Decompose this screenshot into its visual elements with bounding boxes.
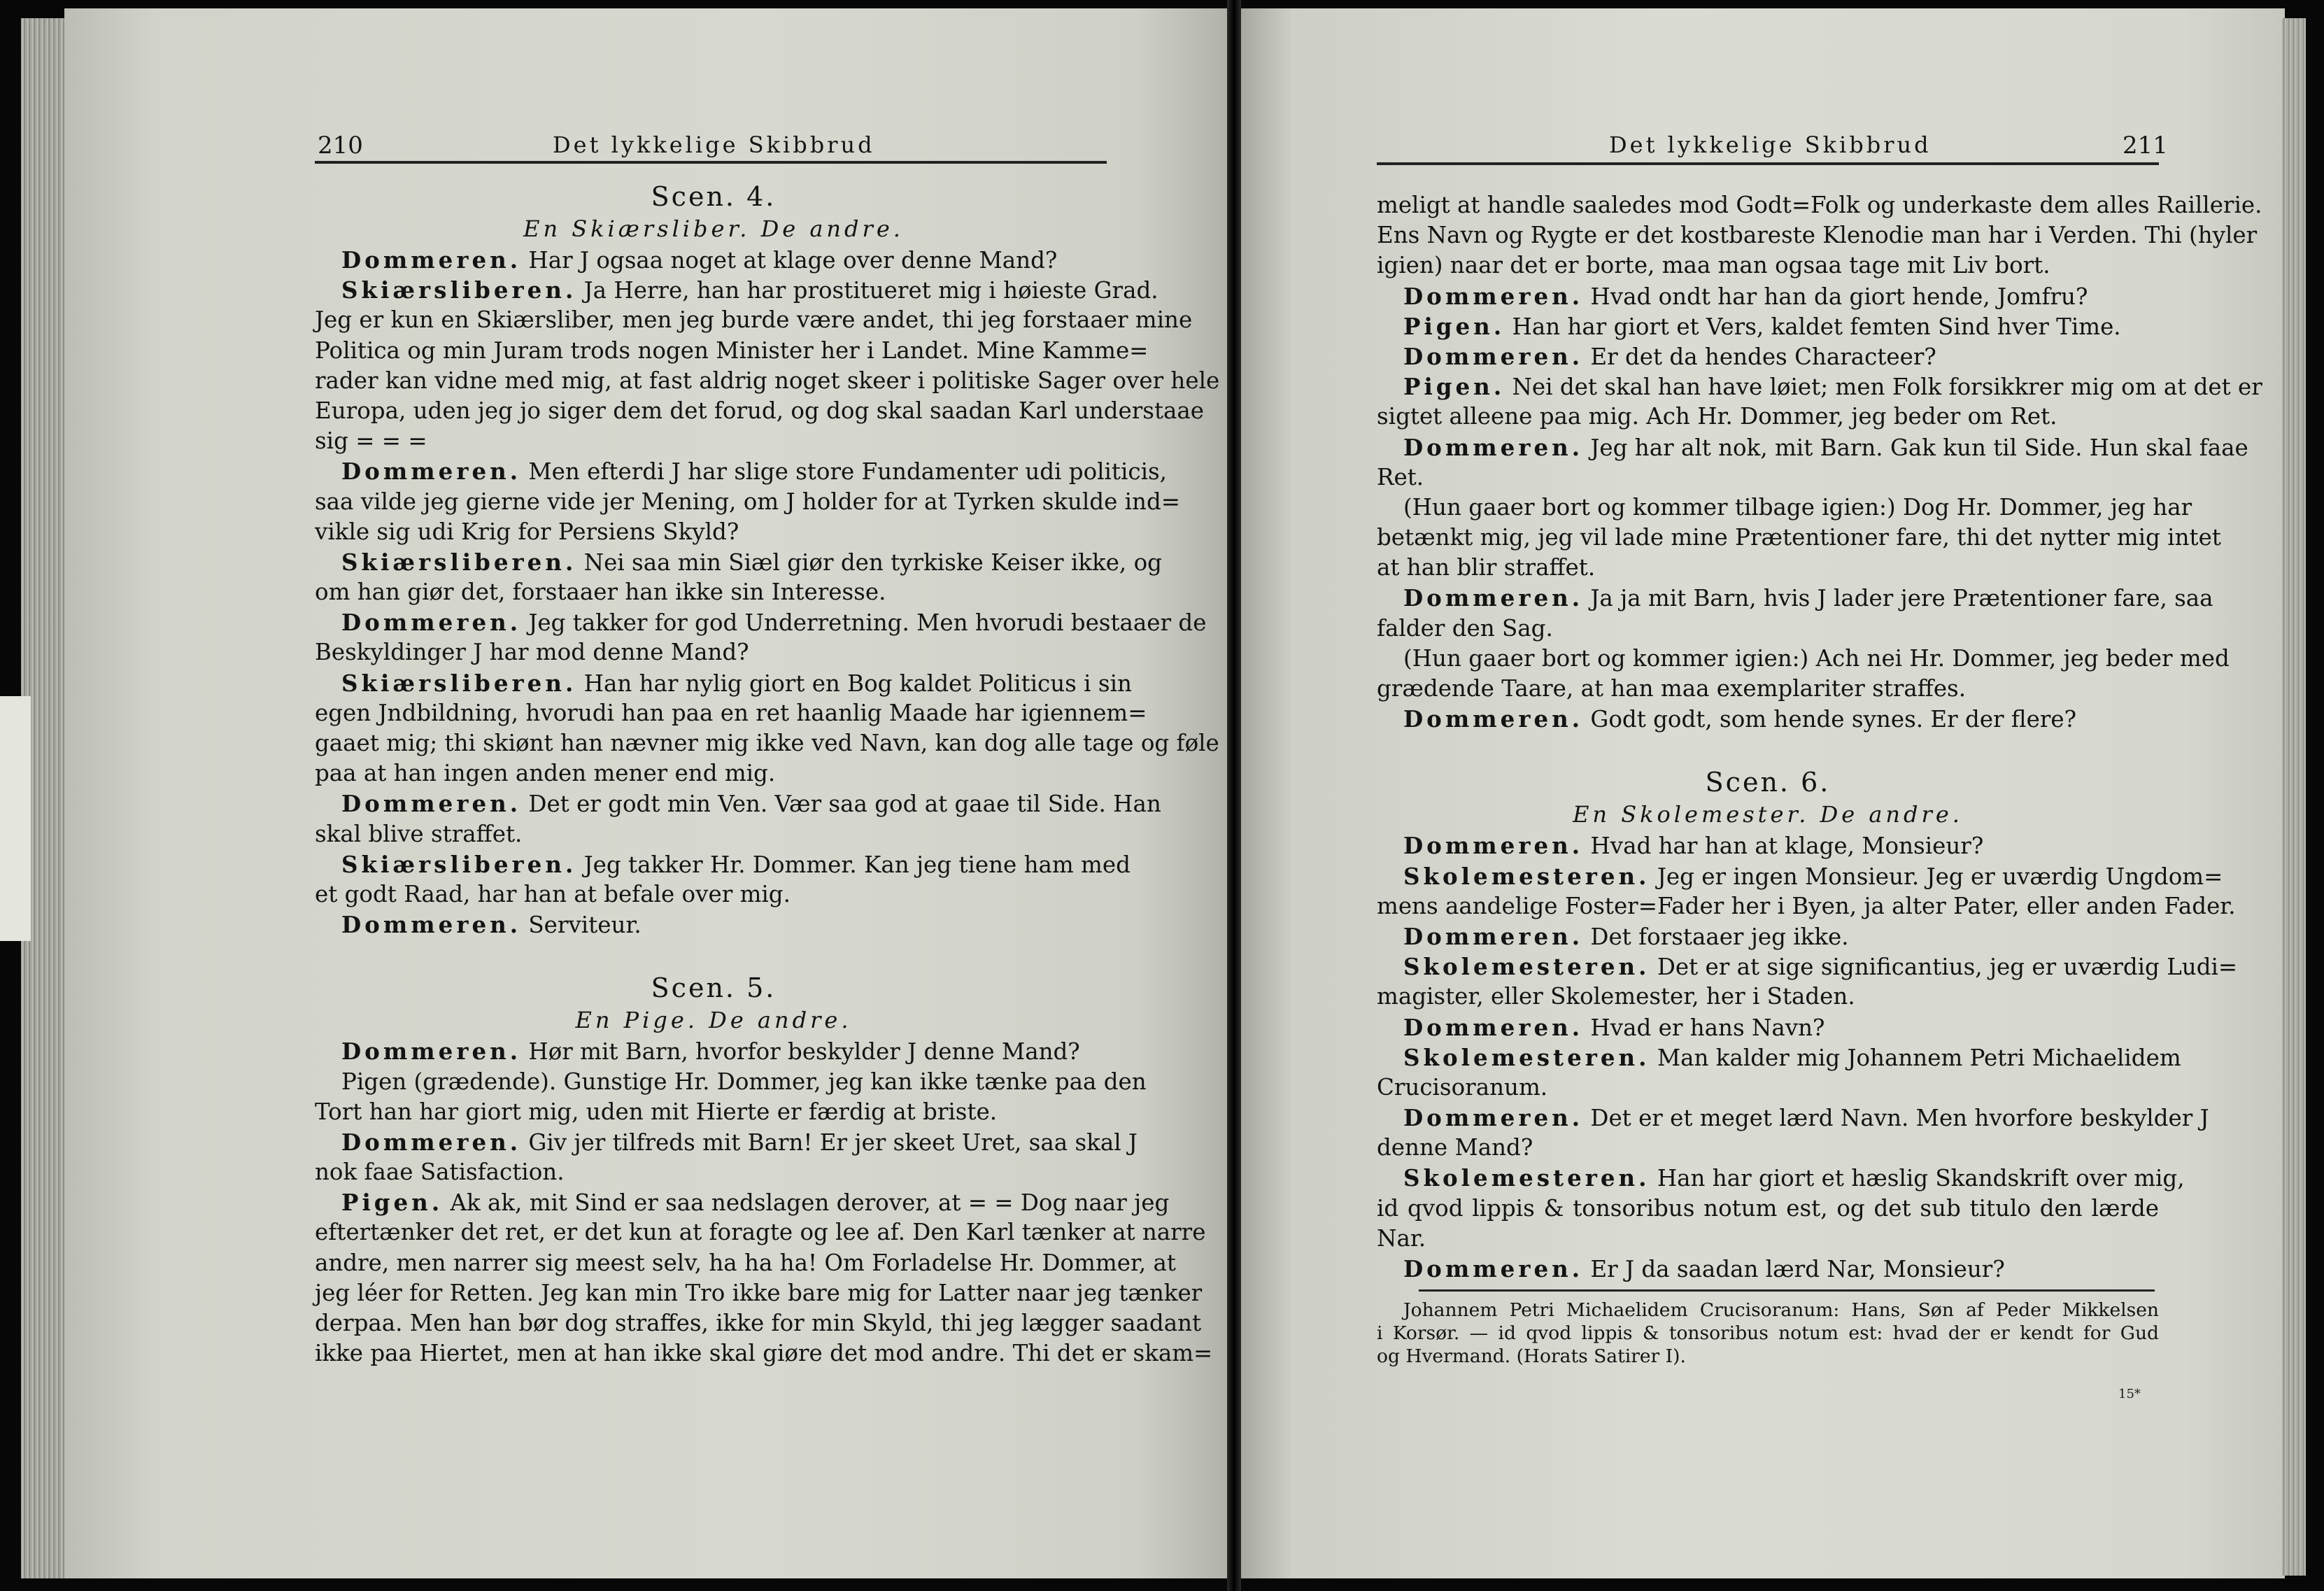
text-line: gaaet mig; thi skiønt han nævner mig ikke ved Navn, kan dog alle tage og føle	[315, 730, 1219, 756]
text-line: Dommeren. Hør mit Barn, hvorfor beskylder J denne Mand?	[341, 1038, 1080, 1066]
text-line: om han giør det, forstaaer han ikke sin Interesse.	[315, 579, 886, 606]
text-line: Jeg er kun en Skiærsliber, men jeg burde være andet, thi jeg forstaaer mine	[315, 306, 1193, 334]
text-line: Skolemesteren. Det er at sige significantius, jeg er uværdig Ludi=	[1403, 953, 2238, 981]
text-line: Dommeren. Hvad er hans Navn?	[1403, 1013, 1825, 1041]
footnote-line: i Korsør. — id qvod lippis & tonsoribus notum est: hvad der er kendt for Gud	[1377, 1322, 2159, 1345]
scene-4-subtitle: En Skiærsliber. De andre.	[523, 215, 904, 242]
text-line: id qvod lippis & tonsoribus notum est, og det sub titulo den lærde	[1377, 1194, 2159, 1222]
text-line: Pigen (grædende). Gunstige Hr. Dommer, jeg kan ikke tænke paa den	[341, 1068, 1147, 1095]
text-line: Dommeren. Serviteur.	[341, 911, 642, 939]
text-line: Dommeren. Giv jer tilfreds mit Barn! Er jer skeet Uret, saa skal J	[341, 1128, 1138, 1156]
text-line: Skolemesteren. Man kalder mig Johannem Petri Michaelidem	[1403, 1043, 2181, 1071]
text-line: andre, men narrer sig meest selv, ha ha ha! Om Forladelse Hr. Dommer, at	[315, 1249, 1176, 1276]
text-line: nok faae Satisfaction.	[315, 1159, 565, 1186]
text-line: (Hun gaaer bort og kommer igien:) Ach nei Hr. Dommer, jeg beder med	[1403, 644, 2230, 672]
text-line: grædende Taare, at han maa exemplariter straffes.	[1377, 675, 1967, 702]
left-header-rule	[315, 161, 1107, 164]
text-line: igien) naar det er borte, maa man ogsaa tage mit Liv bort.	[1377, 252, 2050, 279]
text-line: Dommeren. Hvad ondt har han da giort hende, Jomfru?	[1403, 282, 2088, 310]
text-line: et godt Raad, har han at befale over mig.	[315, 880, 791, 907]
text-line: Skolemesteren. Jeg er ingen Monsieur. Jeg er uværdig Ungdom=	[1403, 862, 2223, 890]
signature-mark: 15*	[2118, 1387, 2141, 1401]
text-line: Tort han har giort mig, uden mit Hierte er færdig at briste.	[315, 1098, 998, 1125]
text-line: Pigen. Ak ak, mit Sind er saa nedslagen derover, at = = Dog naar jeg	[341, 1189, 1170, 1217]
text-line: denne Mand?	[1377, 1134, 1533, 1161]
left-text-column	[315, 181, 1220, 1369]
text-line: Dommeren. Godt godt, som hende synes. Er der flere?	[1403, 705, 2077, 733]
text-line: Europa, uden jeg jo siger dem det forud, og dog skal saadan Karl understaae	[315, 397, 1205, 424]
scene-6-title: Scen. 6.	[1705, 767, 1831, 798]
text-line: Crucisoranum.	[1377, 1073, 1548, 1101]
text-line: Dommeren. Er J da saadan lærd Nar, Monsieur?	[1403, 1255, 2005, 1282]
scene-5-text	[315, 1036, 1213, 1369]
text-line: Ret.	[1377, 463, 1424, 490]
text-line: Dommeren. Er det da hendes Characteer?	[1403, 342, 1936, 370]
text-line: Nar.	[1377, 1224, 1426, 1252]
text-line: Skolemesteren. Han har giort et hæslig Skandskrift over mig,	[1403, 1164, 2185, 1192]
text-line: Ens Navn og Rygte er det kostbareste Klenodie man har i Verden. Thi (hyler	[1377, 222, 2258, 249]
text-line: eftertænker det ret, er det kun at foragte og lee af. Den Karl tænker at narre	[315, 1219, 1206, 1246]
right-running-title: Det lykkelige Skibbrud	[1609, 132, 1932, 158]
page-edge-marker	[0, 696, 31, 941]
text-line: sigtet alleene paa mig. Ach Hr. Dommer, jeg beder om Ret.	[1377, 403, 2057, 430]
text-line: Dommeren. Det er et meget lærd Navn. Men hvorfore beskylder J	[1403, 1104, 2209, 1132]
scene-5-continued-text	[1377, 190, 2262, 734]
left-running-title: Det lykkelige Skibbrud	[553, 132, 875, 158]
text-line: Skiærsliberen. Han har nylig giort en Bog kaldet Politicus i sin	[341, 669, 1132, 697]
text-line: Dommeren. Det forstaaer jeg ikke.	[1403, 922, 1849, 950]
right-header-rule	[1377, 162, 2159, 165]
scene-6-subtitle: En Skolemester. De andre.	[1573, 801, 1963, 828]
scene-4-title: Scen. 4.	[651, 181, 777, 212]
text-line: sig = = =	[315, 427, 427, 455]
text-line: Pigen. Nei det skal han have løiet; men Folk forsikkrer mig om at det er	[1403, 373, 2262, 401]
text-line: Dommeren. Hvad har han at klage, Monsieur?	[1403, 832, 1984, 860]
right-page-number: 211	[2123, 132, 2168, 160]
text-line: magister, eller Skolemester, her i Staden.	[1377, 983, 1855, 1010]
text-line: skal blive straffet.	[315, 820, 523, 847]
scene-6-text	[1377, 830, 2238, 1284]
text-line: Dommeren. Jeg takker for god Underretning. Men hvorudi bestaaer de	[341, 609, 1207, 637]
text-line: falder den Sag.	[1377, 614, 1553, 642]
text-line: saa vilde jeg gierne vide jer Mening, om J holder for at Tyrken skulde ind=	[315, 488, 1181, 515]
text-line: Pigen. Han har giort et Vers, kaldet femten Sind hver Time.	[1403, 312, 2121, 340]
text-line: Skiærsliberen. Jeg takker Hr. Dommer. Kan jeg tiene ham med	[341, 850, 1131, 878]
text-line: jeg léer for Retten. Jeg kan min Tro ikke bare mig for Latter naar jeg tænker	[315, 1279, 1203, 1306]
text-line: Politica og min Juram trods nogen Minister her i Landet. Mine Kamme=	[315, 337, 1149, 364]
text-line: Dommeren. Men efterdi J har slige store Fundamenter udi politicis,	[341, 458, 1167, 486]
text-line: Beskyldinger J har mod denne Mand?	[315, 639, 749, 666]
page-stack-right	[2282, 18, 2306, 1576]
text-line: Dommeren. Jeg har alt nok, mit Barn. Gak kun til Side. Hun skal faae	[1403, 433, 2248, 461]
text-line: Skiærsliberen. Ja Herre, han har prostitueret mig i høieste Grad.	[341, 276, 1159, 304]
text-line: Dommeren. Har J ogsaa noget at klage over denne Mand?	[341, 246, 1058, 274]
text-line: Dommeren. Ja ja mit Barn, hvis J lader jere Prætentioner fare, saa	[1403, 584, 2213, 612]
footnote-line: og Hvermand. (Horats Satirer I).	[1377, 1345, 1686, 1368]
book-gutter	[1227, 0, 1241, 1591]
right-text-column	[1377, 190, 2262, 1368]
footnote-rule	[1419, 1289, 2155, 1292]
text-line: Skiærsliberen. Nei saa min Siæl giør den tyrkiske Keiser ikke, og	[341, 548, 1162, 576]
scene-5-title: Scen. 5.	[651, 973, 777, 1004]
text-line: (Hun gaaer bort og kommer tilbage igien:) Dog Hr. Dommer, jeg har	[1403, 493, 2192, 521]
text-line: at han blir straffet.	[1377, 554, 1596, 581]
text-line: paa at han ingen anden mener end mig.	[315, 760, 776, 787]
text-line: derpaa. Men han bør dog straffes, ikke for min Skyld, thi jeg lægger saadant	[315, 1310, 1202, 1336]
text-line: egen Jndbildning, hvorudi han paa en ret haanlig Maade har igiennem=	[315, 699, 1147, 726]
text-line: ikke paa Hiertet, men at han ikke skal giøre det mod andre. Thi det er skam=	[315, 1340, 1213, 1367]
scene-5-subtitle: En Pige. De andre.	[575, 1007, 852, 1034]
text-line: meligt at handle saaledes mod Godt=Folk og underkaste dem alles Raillerie.	[1377, 192, 2262, 218]
footnote-line: Johannem Petri Michaelidem Crucisoranum: Hans, Søn af Peder Mikkelsen	[1403, 1299, 2159, 1322]
left-page-number: 210	[318, 132, 363, 160]
scene-4-text	[315, 245, 1220, 940]
text-line: rader kan vidne med mig, at fast aldrig noget skeer i politiske Sager over hele	[315, 367, 1220, 394]
text-line: mens aandelige Foster=Fader her i Byen, ja alter Pater, eller anden Fader.	[1377, 892, 2236, 919]
footnote	[1377, 1299, 2159, 1368]
text-line: betænkt mig, jeg vil lade mine Prætentioner fare, thi det nytter mig intet	[1377, 524, 2221, 551]
text-line: Dommeren. Det er godt min Ven. Vær saa god at gaae til Side. Han	[341, 790, 1161, 818]
text-line: vikle sig udi Krig for Persiens Skyld?	[315, 518, 739, 545]
